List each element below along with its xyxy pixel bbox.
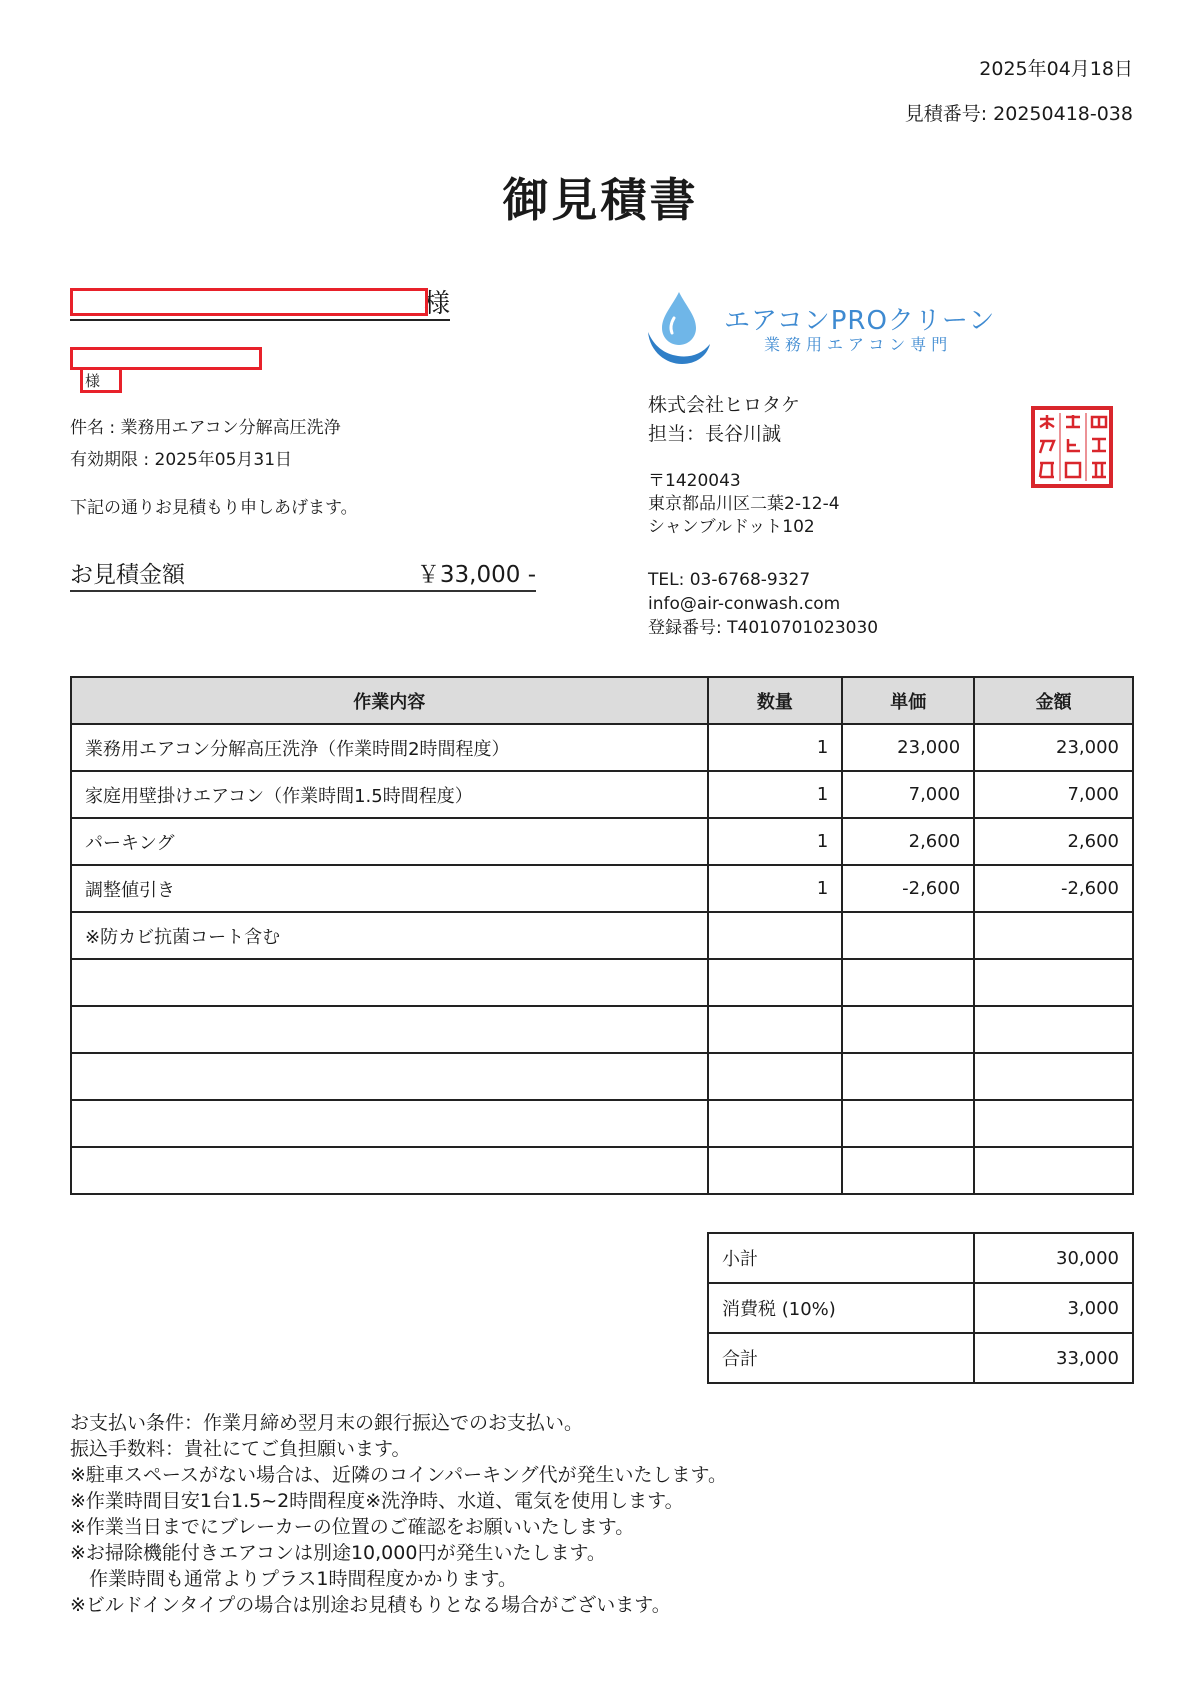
cell-unit-price: 2,600 <box>842 818 974 865</box>
table-row <box>71 1100 1133 1147</box>
issuer-email: info@air-conwash.com <box>648 594 841 614</box>
cell-amount: 2,600 <box>974 818 1133 865</box>
company-seal-stamp <box>1030 405 1114 489</box>
cell-quantity <box>708 1100 843 1147</box>
table-row <box>71 1053 1133 1100</box>
cell-description <box>71 1006 708 1053</box>
redaction-box-contact-name <box>80 367 122 393</box>
issuer-address-line1: 東京都品川区二葉2-12-4 <box>648 494 840 514</box>
cell-amount <box>974 1147 1133 1194</box>
issuer-tel: TEL: 03-6768-9327 <box>648 570 811 590</box>
intro-text: 下記の通りお見積もり申しあげます。 <box>70 498 358 518</box>
contact-honorific: 様 <box>85 372 101 390</box>
client-honorific: 様 <box>423 289 450 319</box>
issuer-company-block <box>648 391 800 449</box>
cell-unit-price <box>842 1147 974 1194</box>
subtotal-row <box>708 1233 1133 1283</box>
subtotal-value: 30,000 <box>974 1233 1133 1283</box>
note-line: 作業時間も通常よりプラス1時間程度かかります。 <box>70 1568 517 1590</box>
table-row <box>71 818 1133 865</box>
quote-number: 見積番号: 20250418-038 <box>904 103 1133 125</box>
table-row <box>71 912 1133 959</box>
cell-unit-price <box>842 912 974 959</box>
company-logo <box>644 288 1004 368</box>
grand-total-label: 合計 <box>708 1333 974 1383</box>
cell-description <box>71 959 708 1006</box>
issuer-registration: 登録番号: T4010701023030 <box>648 618 879 638</box>
cell-amount: 23,000 <box>974 724 1133 771</box>
quote-total-summary <box>70 552 536 592</box>
line-items-table <box>70 676 1134 1195</box>
cell-description <box>71 1147 708 1194</box>
cell-amount <box>974 1053 1133 1100</box>
subtotal-label: 小計 <box>708 1233 974 1283</box>
cell-unit-price <box>842 959 974 1006</box>
cell-unit-price <box>842 1053 974 1100</box>
cell-unit-price <box>842 1006 974 1053</box>
cell-unit-price <box>842 1100 974 1147</box>
tax-value: 3,000 <box>974 1283 1133 1333</box>
cell-amount: 7,000 <box>974 771 1133 818</box>
cell-description: ※防カビ抗菌コート含む <box>71 912 708 959</box>
issue-date: 2025年04月18日 <box>979 58 1133 80</box>
cell-quantity <box>708 1147 843 1194</box>
cell-amount: -2,600 <box>974 865 1133 912</box>
issuer-person: 担当：長谷川誠 <box>648 423 782 445</box>
header-description: 作業内容 <box>71 677 708 724</box>
totals-table <box>707 1232 1134 1384</box>
issuer-address-line2: シャンブルドット102 <box>648 517 815 537</box>
issuer-postal: 〒1420043 <box>648 471 741 491</box>
table-row <box>71 959 1133 1006</box>
grand-total-value: 33,000 <box>974 1333 1133 1383</box>
cell-amount <box>974 1006 1133 1053</box>
issuer-company-name: 株式会社ヒロタケ <box>648 394 801 416</box>
document-title: 御見積書 <box>502 173 699 227</box>
cell-description: 業務用エアコン分解高圧洗浄（作業時間2時間程度） <box>71 724 708 771</box>
grand-total-row <box>708 1333 1133 1383</box>
table-header-row <box>71 677 1133 724</box>
cell-quantity: 1 <box>708 724 843 771</box>
cell-description <box>71 1100 708 1147</box>
note-line: ※作業当日までにブレーカーの位置のご確認をお願いいたします。 <box>70 1516 635 1538</box>
cell-amount <box>974 912 1133 959</box>
logo-tagline: 業務用エアコン専門 <box>764 335 953 354</box>
note-line: ※駐車スペースがない場合は、近隣のコインパーキング代が発生いたします。 <box>70 1464 727 1486</box>
note-line: ※作業時間目安1台1.5~2時間程度※洗浄時、水道、電気を使用します。 <box>70 1490 684 1512</box>
cell-quantity: 1 <box>708 771 843 818</box>
header-amount: 金額 <box>974 677 1133 724</box>
issuer-address-block <box>648 470 840 539</box>
cell-quantity <box>708 1053 843 1100</box>
issuer-contact-block <box>648 568 878 640</box>
cell-quantity: 1 <box>708 865 843 912</box>
tax-row <box>708 1283 1133 1333</box>
tax-label: 消費税 (10%) <box>708 1283 974 1333</box>
cell-quantity <box>708 912 843 959</box>
cell-amount <box>974 1100 1133 1147</box>
cell-quantity: 1 <box>708 818 843 865</box>
water-drop-icon <box>644 288 714 368</box>
quote-total-label: お見積金額 <box>70 562 185 588</box>
cell-unit-price: 7,000 <box>842 771 974 818</box>
subject: 件名 : 業務用エアコン分解高圧洗浄 <box>70 418 341 438</box>
header-quantity: 数量 <box>708 677 843 724</box>
cell-description: 調整値引き <box>71 865 708 912</box>
cell-description: 家庭用壁掛けエアコン（作業時間1.5時間程度） <box>71 771 708 818</box>
cell-unit-price: -2,600 <box>842 865 974 912</box>
cell-amount <box>974 959 1133 1006</box>
cell-description <box>71 1053 708 1100</box>
table-row <box>71 1006 1133 1053</box>
logo-name: エアコンPROクリーン <box>724 306 996 336</box>
note-line: お支払い条件：作業月締め翌月末の銀行振込でのお支払い。 <box>70 1412 584 1434</box>
table-row <box>71 1147 1133 1194</box>
header-unit-price: 単価 <box>842 677 974 724</box>
note-line: 振込手数料：貴社にてご負担願います。 <box>70 1438 411 1460</box>
redaction-box-client-name <box>70 288 428 316</box>
table-row <box>71 724 1133 771</box>
cell-quantity <box>708 959 843 1006</box>
payment-notes <box>70 1410 727 1618</box>
table-row <box>71 865 1133 912</box>
note-line: ※ビルドインタイプの場合は別途お見積もりとなる場合がございます。 <box>70 1594 671 1616</box>
table-row <box>71 771 1133 818</box>
valid-until: 有効期限 : 2025年05月31日 <box>70 450 293 470</box>
note-line: ※お掃除機能付きエアコンは別途10,000円が発生いたします。 <box>70 1542 606 1564</box>
cell-description: パーキング <box>71 818 708 865</box>
cell-unit-price: 23,000 <box>842 724 974 771</box>
cell-quantity <box>708 1006 843 1053</box>
quote-total-amount: ￥33,000 - <box>416 562 536 588</box>
